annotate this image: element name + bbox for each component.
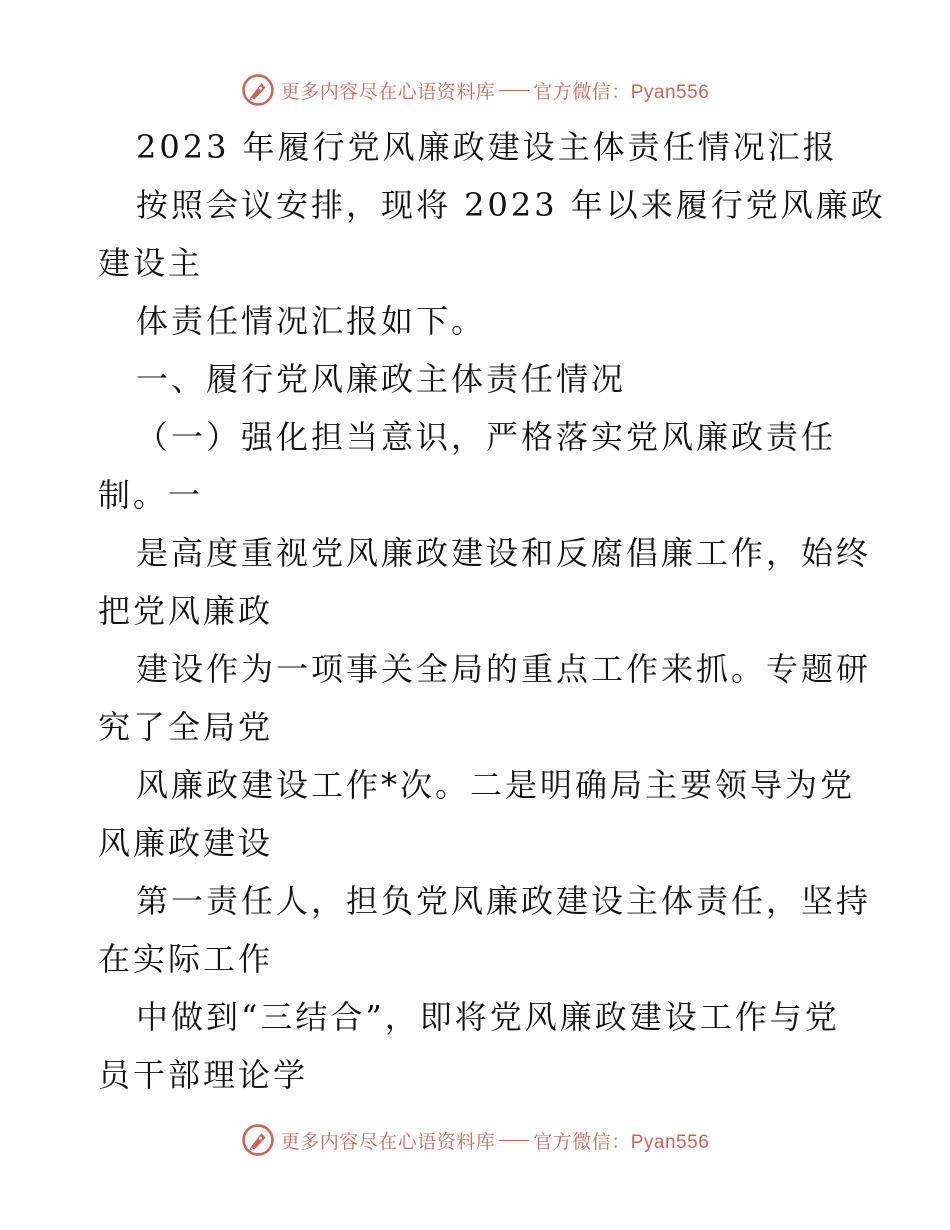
document-line: 建设作为一项事关全局的重点工作来抓。专题研 (136, 650, 872, 688)
watermark-brand: 更多内容尽在心语资料库 (280, 1130, 496, 1153)
watermark-dash (499, 1140, 529, 1141)
document-line: 在实际工作 (98, 940, 274, 978)
document-line: 是高度重视党风廉政建设和反腐倡廉工作，始终 (136, 534, 872, 572)
document-line: 制。一 (98, 476, 204, 514)
watermark-contact: 官方微信：Pyan556 (533, 1131, 710, 1153)
watermark-dash (499, 90, 529, 91)
document-line: 建设主 (98, 244, 204, 282)
document-line: 风廉政建设 (98, 824, 274, 862)
watermark-brand: 更多内容尽在心语资料库 (280, 80, 496, 103)
document-line: 把党风廉政 (98, 592, 274, 630)
document-line: 一、履行党风廉政主体责任情况 (136, 360, 627, 398)
document-line: 按照会议安排，现将 2023 年以来履行党风廉政 (136, 186, 886, 224)
document-line: 第一责任人，担负党风廉政建设主体责任，坚持 (136, 882, 872, 920)
document-body (98, 118, 886, 1104)
document-line: 员干部理论学 (98, 1056, 309, 1094)
footer-watermark (0, 1120, 950, 1160)
document-line: （一）强化担当意识，严格落实党风廉政责任 (136, 418, 837, 456)
watermark-contact: 官方微信：Pyan556 (533, 81, 710, 103)
document-line: 中做到“三结合”，即将党风廉政建设工作与党 (136, 998, 840, 1036)
pen-nib-seal-icon (241, 73, 275, 107)
document-line: 体责任情况汇报如下。 (136, 302, 487, 340)
document-line: 2023 年履行党风廉政建设主体责任情况汇报 (136, 128, 838, 166)
header-watermark (0, 70, 950, 110)
pen-nib-seal-icon (241, 1123, 275, 1157)
document-line: 究了全局党 (98, 708, 274, 746)
document-line: 风廉政建设工作*次。二是明确局主要领导为党 (136, 766, 856, 804)
